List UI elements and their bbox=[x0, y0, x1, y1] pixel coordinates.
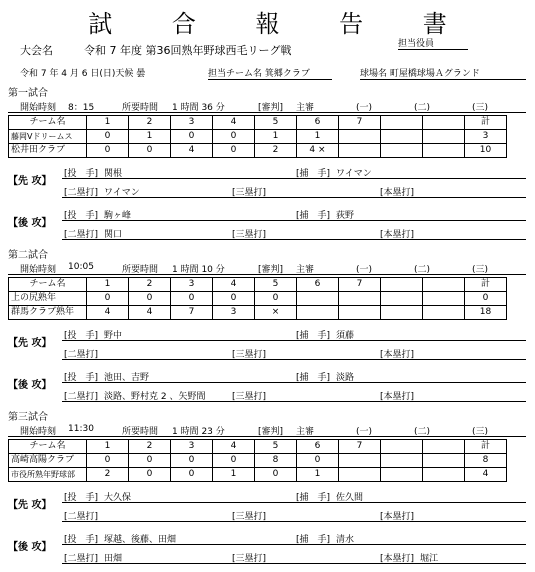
double-label: [二塁打] bbox=[64, 554, 99, 564]
inning-cell: 4 bbox=[87, 306, 129, 320]
first-batting-label: 【先 攻】 bbox=[8, 176, 52, 187]
pitcher-label: [投 手] bbox=[64, 493, 99, 503]
inning-cell bbox=[423, 292, 465, 306]
inning-cell: 7 bbox=[339, 440, 381, 454]
hr-label: [本塁打] bbox=[380, 554, 415, 564]
total-cell: 10 bbox=[465, 144, 507, 158]
pitcher-label: [投 手] bbox=[64, 373, 99, 383]
inning-cell: 1 bbox=[87, 440, 129, 454]
double-label: [二塁打] bbox=[64, 392, 99, 402]
batting-rule bbox=[62, 340, 526, 341]
inning-cell bbox=[297, 292, 339, 306]
inning-cell: 2 bbox=[129, 116, 171, 130]
start-time: 11:30 bbox=[68, 424, 94, 434]
team-name-cell: 上の尻熟年 bbox=[9, 292, 87, 306]
inning-cell: 4 bbox=[213, 440, 255, 454]
umpire-role: (三) bbox=[472, 103, 489, 113]
inning-cell bbox=[381, 454, 423, 468]
inning-cell: 4 bbox=[213, 116, 255, 130]
umpire-role: (一) bbox=[356, 427, 373, 437]
total-cell: 計 bbox=[465, 116, 507, 130]
inning-cell: 0 bbox=[255, 468, 297, 482]
batting-rule bbox=[62, 178, 526, 179]
inning-cell: 3 bbox=[171, 116, 213, 130]
double-label: [二塁打] bbox=[64, 230, 99, 240]
double-label: [二塁打] bbox=[64, 350, 99, 360]
triple-label: [三塁打] bbox=[232, 188, 267, 198]
double-value: ワイマン bbox=[104, 188, 140, 198]
venue-row bbox=[360, 66, 526, 80]
inning-cell: 0 bbox=[87, 130, 129, 144]
second-batting-label: 【後 攻】 bbox=[8, 380, 52, 391]
inning-cell: 4 bbox=[129, 306, 171, 320]
team-row bbox=[9, 468, 507, 482]
inning-cell: 1 bbox=[297, 130, 339, 144]
inning-cell bbox=[339, 292, 381, 306]
umpire-role: (一) bbox=[356, 265, 373, 275]
umpire-role: (二) bbox=[414, 265, 431, 275]
score-table bbox=[8, 115, 507, 158]
inning-cell: 7 bbox=[171, 306, 213, 320]
header-row bbox=[9, 440, 507, 454]
inning-cell: 0 bbox=[213, 130, 255, 144]
inning-cell: 5 bbox=[255, 440, 297, 454]
start-time: 8：15 bbox=[68, 103, 95, 113]
umpire-role: 主審 bbox=[296, 103, 315, 113]
pitcher-value: 駒ヶ峰 bbox=[104, 211, 132, 221]
start-line-rule bbox=[8, 436, 526, 437]
team-row bbox=[9, 292, 507, 306]
total-cell: 3 bbox=[465, 130, 507, 144]
hr-label: [本塁打] bbox=[380, 188, 415, 198]
hr-label: [本塁打] bbox=[380, 512, 415, 522]
double-label: [二塁打] bbox=[64, 188, 99, 198]
catcher-label: [捕 手] bbox=[296, 535, 331, 545]
tournament-label: 大会名 bbox=[20, 44, 53, 57]
double-value: 関口 bbox=[104, 230, 123, 240]
team-name-cell: 高崎高陽クラブ bbox=[9, 454, 87, 468]
inning-cell: 1 bbox=[213, 468, 255, 482]
umpire-role: (三) bbox=[472, 427, 489, 437]
inning-cell bbox=[381, 292, 423, 306]
inning-cell bbox=[423, 306, 465, 320]
triple-label: [三塁打] bbox=[232, 512, 267, 522]
inning-cell bbox=[423, 130, 465, 144]
inning-cell bbox=[339, 144, 381, 158]
team-row bbox=[9, 454, 507, 468]
pitcher-value: 野中 bbox=[104, 331, 123, 341]
double-value: 田畑 bbox=[104, 554, 123, 564]
inning-cell bbox=[339, 454, 381, 468]
inning-cell bbox=[339, 306, 381, 320]
batting-rule bbox=[62, 563, 526, 564]
triple-label: [三塁打] bbox=[232, 350, 267, 360]
pitcher-value: 大久保 bbox=[104, 493, 132, 503]
team-name-cell: 市役所熟年野球部 bbox=[9, 468, 87, 482]
inning-cell: 5 bbox=[255, 116, 297, 130]
inning-cell: 0 bbox=[171, 292, 213, 306]
duration: 1 時間 23 分 bbox=[172, 427, 225, 437]
inning-cell: 3 bbox=[213, 306, 255, 320]
game-date: 令和 7 年 4 月 6 日(日)天候 曇 bbox=[20, 69, 146, 79]
inning-cell: 6 bbox=[297, 440, 339, 454]
responsible-team: 箕郷クラブ bbox=[264, 69, 310, 79]
inning-cell bbox=[381, 278, 423, 292]
total-cell: 18 bbox=[465, 306, 507, 320]
duration: 1 時間 36 分 bbox=[172, 103, 225, 113]
double-label: [二塁打] bbox=[64, 512, 99, 522]
header-row bbox=[9, 116, 507, 130]
inning-cell: 2 bbox=[87, 468, 129, 482]
inning-cell: 0 bbox=[87, 454, 129, 468]
start-label: 開始時刻 bbox=[20, 265, 57, 275]
catcher-label: [捕 手] bbox=[296, 169, 331, 179]
start-time: 10:05 bbox=[68, 262, 94, 272]
inning-cell: 1 bbox=[87, 278, 129, 292]
inning-cell bbox=[297, 306, 339, 320]
batting-rule bbox=[62, 502, 526, 503]
team-name-cell: 松井田クラブ bbox=[9, 144, 87, 158]
total-cell: 4 bbox=[465, 468, 507, 482]
responsible-team-row bbox=[208, 66, 332, 80]
inning-cell: 2 bbox=[129, 440, 171, 454]
catcher-label: [捕 手] bbox=[296, 331, 331, 341]
first-batting-label: 【先 攻】 bbox=[8, 338, 52, 349]
inning-cell: 0 bbox=[171, 130, 213, 144]
team-name-cell: 群馬クラブ熟年 bbox=[9, 306, 87, 320]
catcher-label: [捕 手] bbox=[296, 493, 331, 503]
second-batting-label: 【後 攻】 bbox=[8, 218, 52, 229]
inning-cell bbox=[423, 278, 465, 292]
inning-cell bbox=[423, 144, 465, 158]
game-heading: 第一試合 bbox=[8, 88, 48, 99]
double-value: 淡路、野村克 2 、矢野間 bbox=[104, 392, 206, 402]
inning-cell: 4 bbox=[171, 144, 213, 158]
responsible-team-label: 担当チーム名 bbox=[208, 69, 263, 79]
inning-cell bbox=[381, 116, 423, 130]
inning-cell: 0 bbox=[129, 292, 171, 306]
batting-rule bbox=[62, 359, 526, 360]
inning-cell: 0 bbox=[213, 144, 255, 158]
inning-cell: 2 bbox=[129, 278, 171, 292]
pitcher-value: 関根 bbox=[104, 169, 123, 179]
total-cell: 計 bbox=[465, 278, 507, 292]
inning-cell bbox=[339, 130, 381, 144]
officer-label: 担当役員 bbox=[398, 36, 468, 50]
inning-cell: 0 bbox=[87, 144, 129, 158]
inning-cell bbox=[423, 116, 465, 130]
triple-label: [三塁打] bbox=[232, 230, 267, 240]
inning-cell: 4 bbox=[213, 278, 255, 292]
inning-cell: 1 bbox=[297, 468, 339, 482]
inning-cell: 3 bbox=[171, 278, 213, 292]
inning-cell: 1 bbox=[129, 130, 171, 144]
duration: 1 時間 10 分 bbox=[172, 265, 225, 275]
inning-cell: 2 bbox=[255, 144, 297, 158]
inning-cell bbox=[423, 468, 465, 482]
team-row bbox=[9, 130, 507, 144]
hr-value: 堀江 bbox=[420, 554, 439, 564]
inning-cell bbox=[381, 306, 423, 320]
score-table bbox=[8, 439, 507, 482]
inning-cell bbox=[423, 454, 465, 468]
hr-label: [本塁打] bbox=[380, 230, 415, 240]
umpire-label: [審判] bbox=[258, 103, 284, 113]
duration-label: 所要時間 bbox=[122, 427, 159, 437]
inning-cell bbox=[339, 468, 381, 482]
team-row bbox=[9, 306, 507, 320]
second-batting-label: 【後 攻】 bbox=[8, 542, 52, 553]
team-name-cell: チーム名 bbox=[9, 278, 87, 292]
catcher-label: [捕 手] bbox=[296, 211, 331, 221]
score-table bbox=[8, 277, 507, 320]
inning-cell: 1 bbox=[87, 116, 129, 130]
catcher-value: 清水 bbox=[336, 535, 355, 545]
inning-cell: 1 bbox=[255, 130, 297, 144]
catcher-label: [捕 手] bbox=[296, 373, 331, 383]
total-cell: 8 bbox=[465, 454, 507, 468]
inning-cell: × bbox=[255, 306, 297, 320]
inning-cell: 0 bbox=[171, 468, 213, 482]
hr-label: [本塁打] bbox=[380, 392, 415, 402]
inning-cell bbox=[423, 440, 465, 454]
umpire-role: 主審 bbox=[296, 265, 315, 275]
team-name-cell: 藤岡Vドリームス bbox=[9, 130, 87, 144]
inning-cell: 5 bbox=[255, 278, 297, 292]
game-heading: 第三試合 bbox=[8, 412, 48, 423]
pitcher-value: 塚越、後藤、田畑 bbox=[104, 535, 177, 545]
header-row bbox=[9, 278, 507, 292]
inning-cell: 0 bbox=[129, 454, 171, 468]
inning-cell bbox=[381, 144, 423, 158]
umpire-label: [審判] bbox=[258, 427, 284, 437]
catcher-value: ワイマン bbox=[336, 169, 372, 179]
inning-cell: 0 bbox=[171, 454, 213, 468]
triple-label: [三塁打] bbox=[232, 554, 267, 564]
total-cell: 計 bbox=[465, 440, 507, 454]
batting-rule bbox=[62, 239, 526, 240]
inning-cell: 3 bbox=[171, 440, 213, 454]
team-name-cell: チーム名 bbox=[9, 440, 87, 454]
pitcher-label: [投 手] bbox=[64, 535, 99, 545]
inning-cell: 6 bbox=[297, 116, 339, 130]
pitcher-value: 池田、吉野 bbox=[104, 373, 150, 383]
inning-cell: 4 × bbox=[297, 144, 339, 158]
inning-cell: 0 bbox=[255, 292, 297, 306]
inning-cell bbox=[381, 468, 423, 482]
tournament-name: 令和 7 年度 第36回熟年野球西毛リーグ戦 bbox=[84, 44, 292, 57]
batting-rule bbox=[62, 521, 526, 522]
umpire-role: 主審 bbox=[296, 427, 315, 437]
venue: 町屋橋球場Ａグランド bbox=[389, 69, 480, 79]
inning-cell bbox=[381, 130, 423, 144]
umpire-role: (一) bbox=[356, 103, 373, 113]
start-label: 開始時刻 bbox=[20, 103, 57, 113]
umpire-role: (二) bbox=[414, 427, 431, 437]
inning-cell: 7 bbox=[339, 116, 381, 130]
catcher-value: 荻野 bbox=[336, 211, 355, 221]
duration-label: 所要時間 bbox=[122, 265, 159, 275]
page-title: 試 合 報 告 書 bbox=[88, 10, 473, 38]
team-row bbox=[9, 144, 507, 158]
start-label: 開始時刻 bbox=[20, 427, 57, 437]
inning-cell: 6 bbox=[297, 278, 339, 292]
duration-label: 所要時間 bbox=[122, 103, 159, 113]
inning-cell: 0 bbox=[129, 468, 171, 482]
team-name-cell: チーム名 bbox=[9, 116, 87, 130]
umpire-role: (三) bbox=[472, 265, 489, 275]
hr-label: [本塁打] bbox=[380, 350, 415, 360]
pitcher-label: [投 手] bbox=[64, 211, 99, 221]
inning-cell: 7 bbox=[339, 278, 381, 292]
umpire-label: [審判] bbox=[258, 265, 284, 275]
catcher-value: 佐久間 bbox=[336, 493, 364, 503]
inning-cell: 0 bbox=[213, 454, 255, 468]
inning-cell: 0 bbox=[87, 292, 129, 306]
pitcher-label: [投 手] bbox=[64, 331, 99, 341]
triple-label: [三塁打] bbox=[232, 392, 267, 402]
inning-cell: 0 bbox=[297, 454, 339, 468]
inning-cell: 0 bbox=[213, 292, 255, 306]
inning-cell bbox=[381, 440, 423, 454]
start-line-rule bbox=[8, 274, 526, 275]
pitcher-label: [投 手] bbox=[64, 169, 99, 179]
game-heading: 第二試合 bbox=[8, 250, 48, 261]
start-line-rule bbox=[8, 112, 526, 113]
catcher-value: 須藤 bbox=[336, 331, 355, 341]
inning-cell: 8 bbox=[255, 454, 297, 468]
venue-label: 球場名 bbox=[360, 69, 388, 79]
catcher-value: 淡路 bbox=[336, 373, 355, 383]
total-cell: 0 bbox=[465, 292, 507, 306]
inning-cell: 0 bbox=[129, 144, 171, 158]
batting-rule bbox=[62, 220, 526, 221]
first-batting-label: 【先 攻】 bbox=[8, 500, 52, 511]
umpire-role: (二) bbox=[414, 103, 431, 113]
